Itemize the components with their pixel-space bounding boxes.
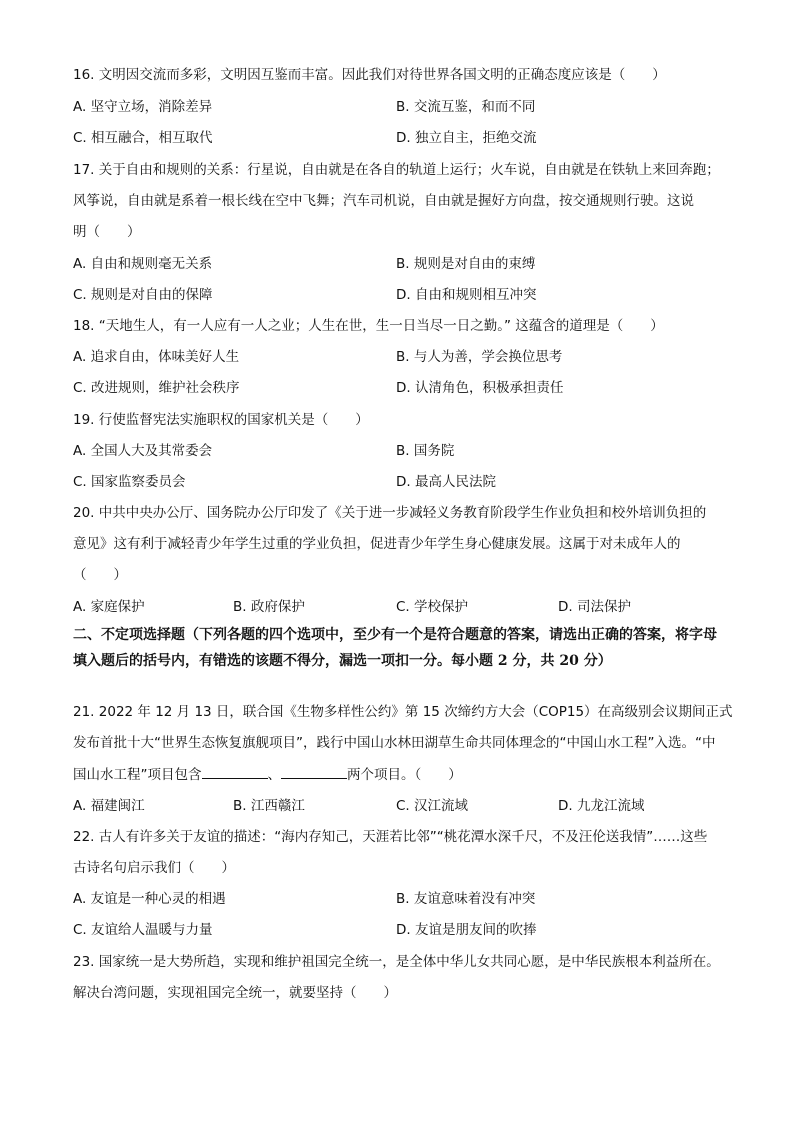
question-17-stem-line3: 明（ ） [73, 224, 141, 240]
q21-stem-sep: 、 [267, 767, 281, 783]
q21-option-a: A. 福建闽江 [73, 798, 145, 814]
question-23-stem-line2: 解决台湾问题，实现祖国完全统一，就要坚持（ ） [73, 985, 397, 1001]
q19-option-b: B. 国务院 [396, 443, 455, 459]
q18-option-c: C. 改进规则，维护社会秩序 [73, 380, 240, 396]
q22-option-a: A. 友谊是一种心灵的相遇 [73, 891, 226, 907]
q16-option-a: A. 坚守立场，消除差异 [73, 99, 213, 115]
q18-option-b: B. 与人为善，学会换位思考 [396, 349, 563, 365]
question-20-stem-line1: 20. 中共中央办公厅、国务院办公厅印发了《关于进一步减轻义务教育阶段学生作业负担和校外培训负担的 [73, 505, 707, 521]
q17-option-a: A. 自由和规则毫无关系 [73, 256, 213, 272]
q22-option-c: C. 友谊给人温暖与力量 [73, 922, 213, 938]
question-20-stem-line2: 意见》这有利于减轻青少年学生过重的学业负担，促进青少年学生身心健康发展。这属于对未成年人的 [73, 536, 681, 552]
q16-option-b: B. 交流互鉴，和而不同 [396, 99, 536, 115]
q20-option-a: A. 家庭保护 [73, 599, 145, 615]
question-18-stem: 18. “天地生人，有一人应有一人之业；人生在世，生一日当尽一日之勤。” 这蕴含的道理是（ ） [73, 318, 664, 334]
q20-option-d: D. 司法保护 [558, 599, 631, 615]
q17-option-c: C. 规则是对自由的保障 [73, 287, 213, 303]
q19-option-d: D. 最高人民法院 [396, 474, 496, 490]
q20-option-b: B. 政府保护 [233, 599, 305, 615]
q21-stem-part2: 两个项目。（ ） [347, 767, 462, 783]
question-19-stem: 19. 行使监督宪法实施职权的国家机关是（ ） [73, 412, 369, 428]
q20-option-c: C. 学校保护 [396, 599, 469, 615]
q22-option-d: D. 友谊是朋友间的吹捧 [396, 922, 537, 938]
q21-option-b: B. 江西赣江 [233, 798, 305, 814]
question-20-stem-line3: （ ） [73, 567, 127, 583]
q18-option-a: A. 追求自由，体味美好人生 [73, 349, 240, 365]
q19-option-a: A. 全国人大及其常委会 [73, 443, 213, 459]
q19-option-c: C. 国家监察委员会 [73, 474, 186, 490]
fill-blank-2[interactable] [281, 764, 347, 779]
question-21-stem-line1: 21. 2022 年 12 月 13 日，联合国《生物多样性公约》第 15 次缔约方大会（COP15）在高级别会议期间正式 [73, 704, 733, 720]
question-22-stem-line2: 古诗名句启示我们（ ） [73, 860, 235, 876]
q21-option-c: C. 汉江流域 [396, 798, 469, 814]
q18-option-d: D. 认清角色，积极承担责任 [396, 380, 564, 396]
question-16-stem: 16. 文明因交流而多彩，文明因互鉴而丰富。因此我们对待世界各国文明的正确态度应该是（ ） [73, 67, 666, 83]
q17-option-d: D. 自由和规则相互冲突 [396, 287, 537, 303]
q21-stem-part1: 国山水工程”项目包含 [73, 767, 202, 783]
question-21-stem-line2: 发布首批十大“世界生态恢复旗舰项目”，践行中国山水林田湖草生命共同体理念的“中国山水工程”入选。“中 [73, 735, 716, 751]
question-22-stem-line1: 22. 古人有许多关于友谊的描述：“海内存知己，天涯若比邻”“桃花潭水深千尺，不及汪伦送我情”……这些 [73, 829, 708, 845]
question-17-stem-line1: 17. 关于自由和规则的关系：行星说，自由就是在各自的轨道上运行；火车说，自由就是在铁轨上来回奔跑； [73, 162, 720, 178]
question-23-stem-line1: 23. 国家统一是大势所趋，实现和维护祖国完全统一，是全体中华儿女共同心愿，是中华民族根本利益所在。 [73, 954, 720, 970]
question-21-stem-line3 [73, 764, 462, 785]
q22-option-b: B. 友谊意味着没有冲突 [396, 891, 536, 907]
fill-blank-1[interactable] [202, 764, 268, 779]
question-17-stem-line2: 风筝说，自由就是系着一根长线在空中飞舞；汽车司机说，自由就是握好方向盘，按交通规则行驶。这说 [73, 193, 694, 209]
q21-option-d: D. 九龙江流域 [558, 798, 645, 814]
q16-option-d: D. 独立自主，拒绝交流 [396, 130, 537, 146]
q16-option-c: C. 相互融合，相互取代 [73, 130, 213, 146]
section-2-heading: 二、不定项选择题（下列各题的四个选项中，至少有一个是符合题意的答案，请选出正确的答案，将字母填入题后的括号内，有错选的该题不得分，漏选一项扣一分。每小题 2 分，共 20 分） [73, 627, 717, 669]
q17-option-b: B. 规则是对自由的束缚 [396, 256, 536, 272]
